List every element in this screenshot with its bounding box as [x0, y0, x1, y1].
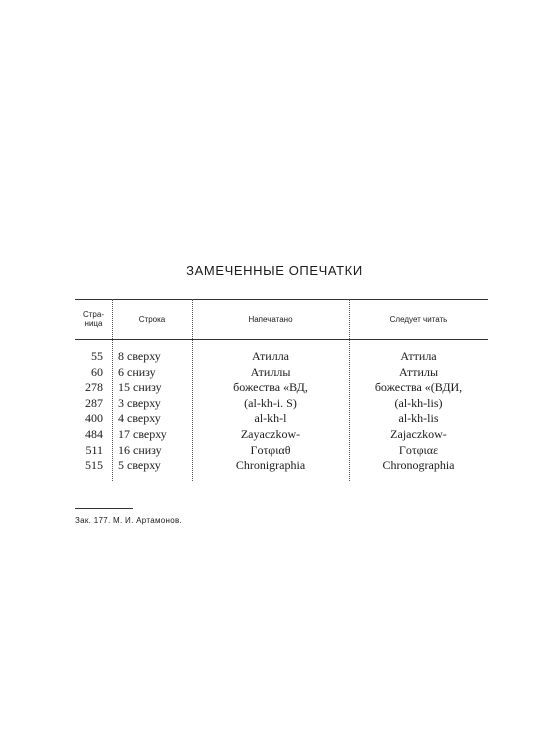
cell-line: 4 сверху — [118, 411, 161, 426]
cell-correct: al-kh-lis — [398, 411, 439, 426]
cell-printed: al-kh-l — [254, 411, 287, 426]
table-row — [75, 349, 488, 365]
cell-printed: Атиллы — [250, 364, 291, 379]
cell-printed: (al-kh-i. S) — [244, 395, 297, 410]
cell-line: 6 снизу — [118, 364, 156, 379]
cell-page: 511 — [85, 442, 103, 457]
cell-correct: Аттила — [400, 349, 437, 363]
header-correct: Следует читать — [389, 314, 448, 324]
cell-printed: Γοτφιαθ — [250, 442, 291, 457]
table-body — [75, 349, 488, 474]
cell-printed: Chronigraphia — [235, 458, 306, 473]
table-row — [75, 443, 488, 459]
cell-page: 287 — [85, 395, 103, 410]
table-row — [75, 458, 488, 474]
cell-page: 484 — [85, 426, 103, 441]
cell-correct: (al-kh-lis) — [394, 395, 443, 410]
cell-printed: божества «ВД, — [233, 380, 308, 395]
table-row — [75, 396, 488, 412]
table-row — [75, 427, 488, 443]
cell-line: 17 сверху — [118, 426, 167, 441]
header-page: Стра- ница — [82, 310, 104, 328]
errata-table — [75, 299, 488, 484]
cell-page: 515 — [85, 458, 103, 473]
cell-page: 400 — [85, 411, 103, 426]
page-title: ЗАМЕЧЕННЫЕ ОПЕЧАТКИ — [186, 263, 363, 278]
cell-correct: Zajaczkow- — [390, 426, 447, 441]
header-line: Строка — [138, 314, 166, 324]
table-row — [75, 365, 488, 381]
cell-page: 55 — [91, 349, 103, 363]
table-row — [75, 380, 488, 396]
cell-page: 60 — [91, 364, 103, 379]
cell-printed: Zayaczkow- — [240, 426, 301, 441]
cell-line: 15 снизу — [118, 380, 162, 395]
footer-rule — [75, 508, 133, 509]
cell-line: 16 снизу — [118, 442, 162, 457]
header-printed: Напечатано — [248, 314, 293, 324]
cell-page: 278 — [85, 380, 103, 395]
footer-note: Зак. 177. М. И. Артамонов. — [75, 516, 183, 525]
cell-correct: Chronographia — [382, 458, 455, 473]
cell-correct: Аттилы — [398, 364, 439, 379]
table-row — [75, 411, 488, 427]
cell-line: 3 сверху — [118, 395, 161, 410]
table-header-rule — [75, 339, 488, 340]
cell-correct: божества «(ВДИ, — [374, 380, 463, 395]
cell-line: 5 сверху — [118, 458, 161, 473]
cell-line: 8 сверху — [118, 349, 161, 363]
cell-printed: Атилла — [251, 349, 290, 363]
cell-correct: Γοτφιαε — [398, 442, 439, 457]
